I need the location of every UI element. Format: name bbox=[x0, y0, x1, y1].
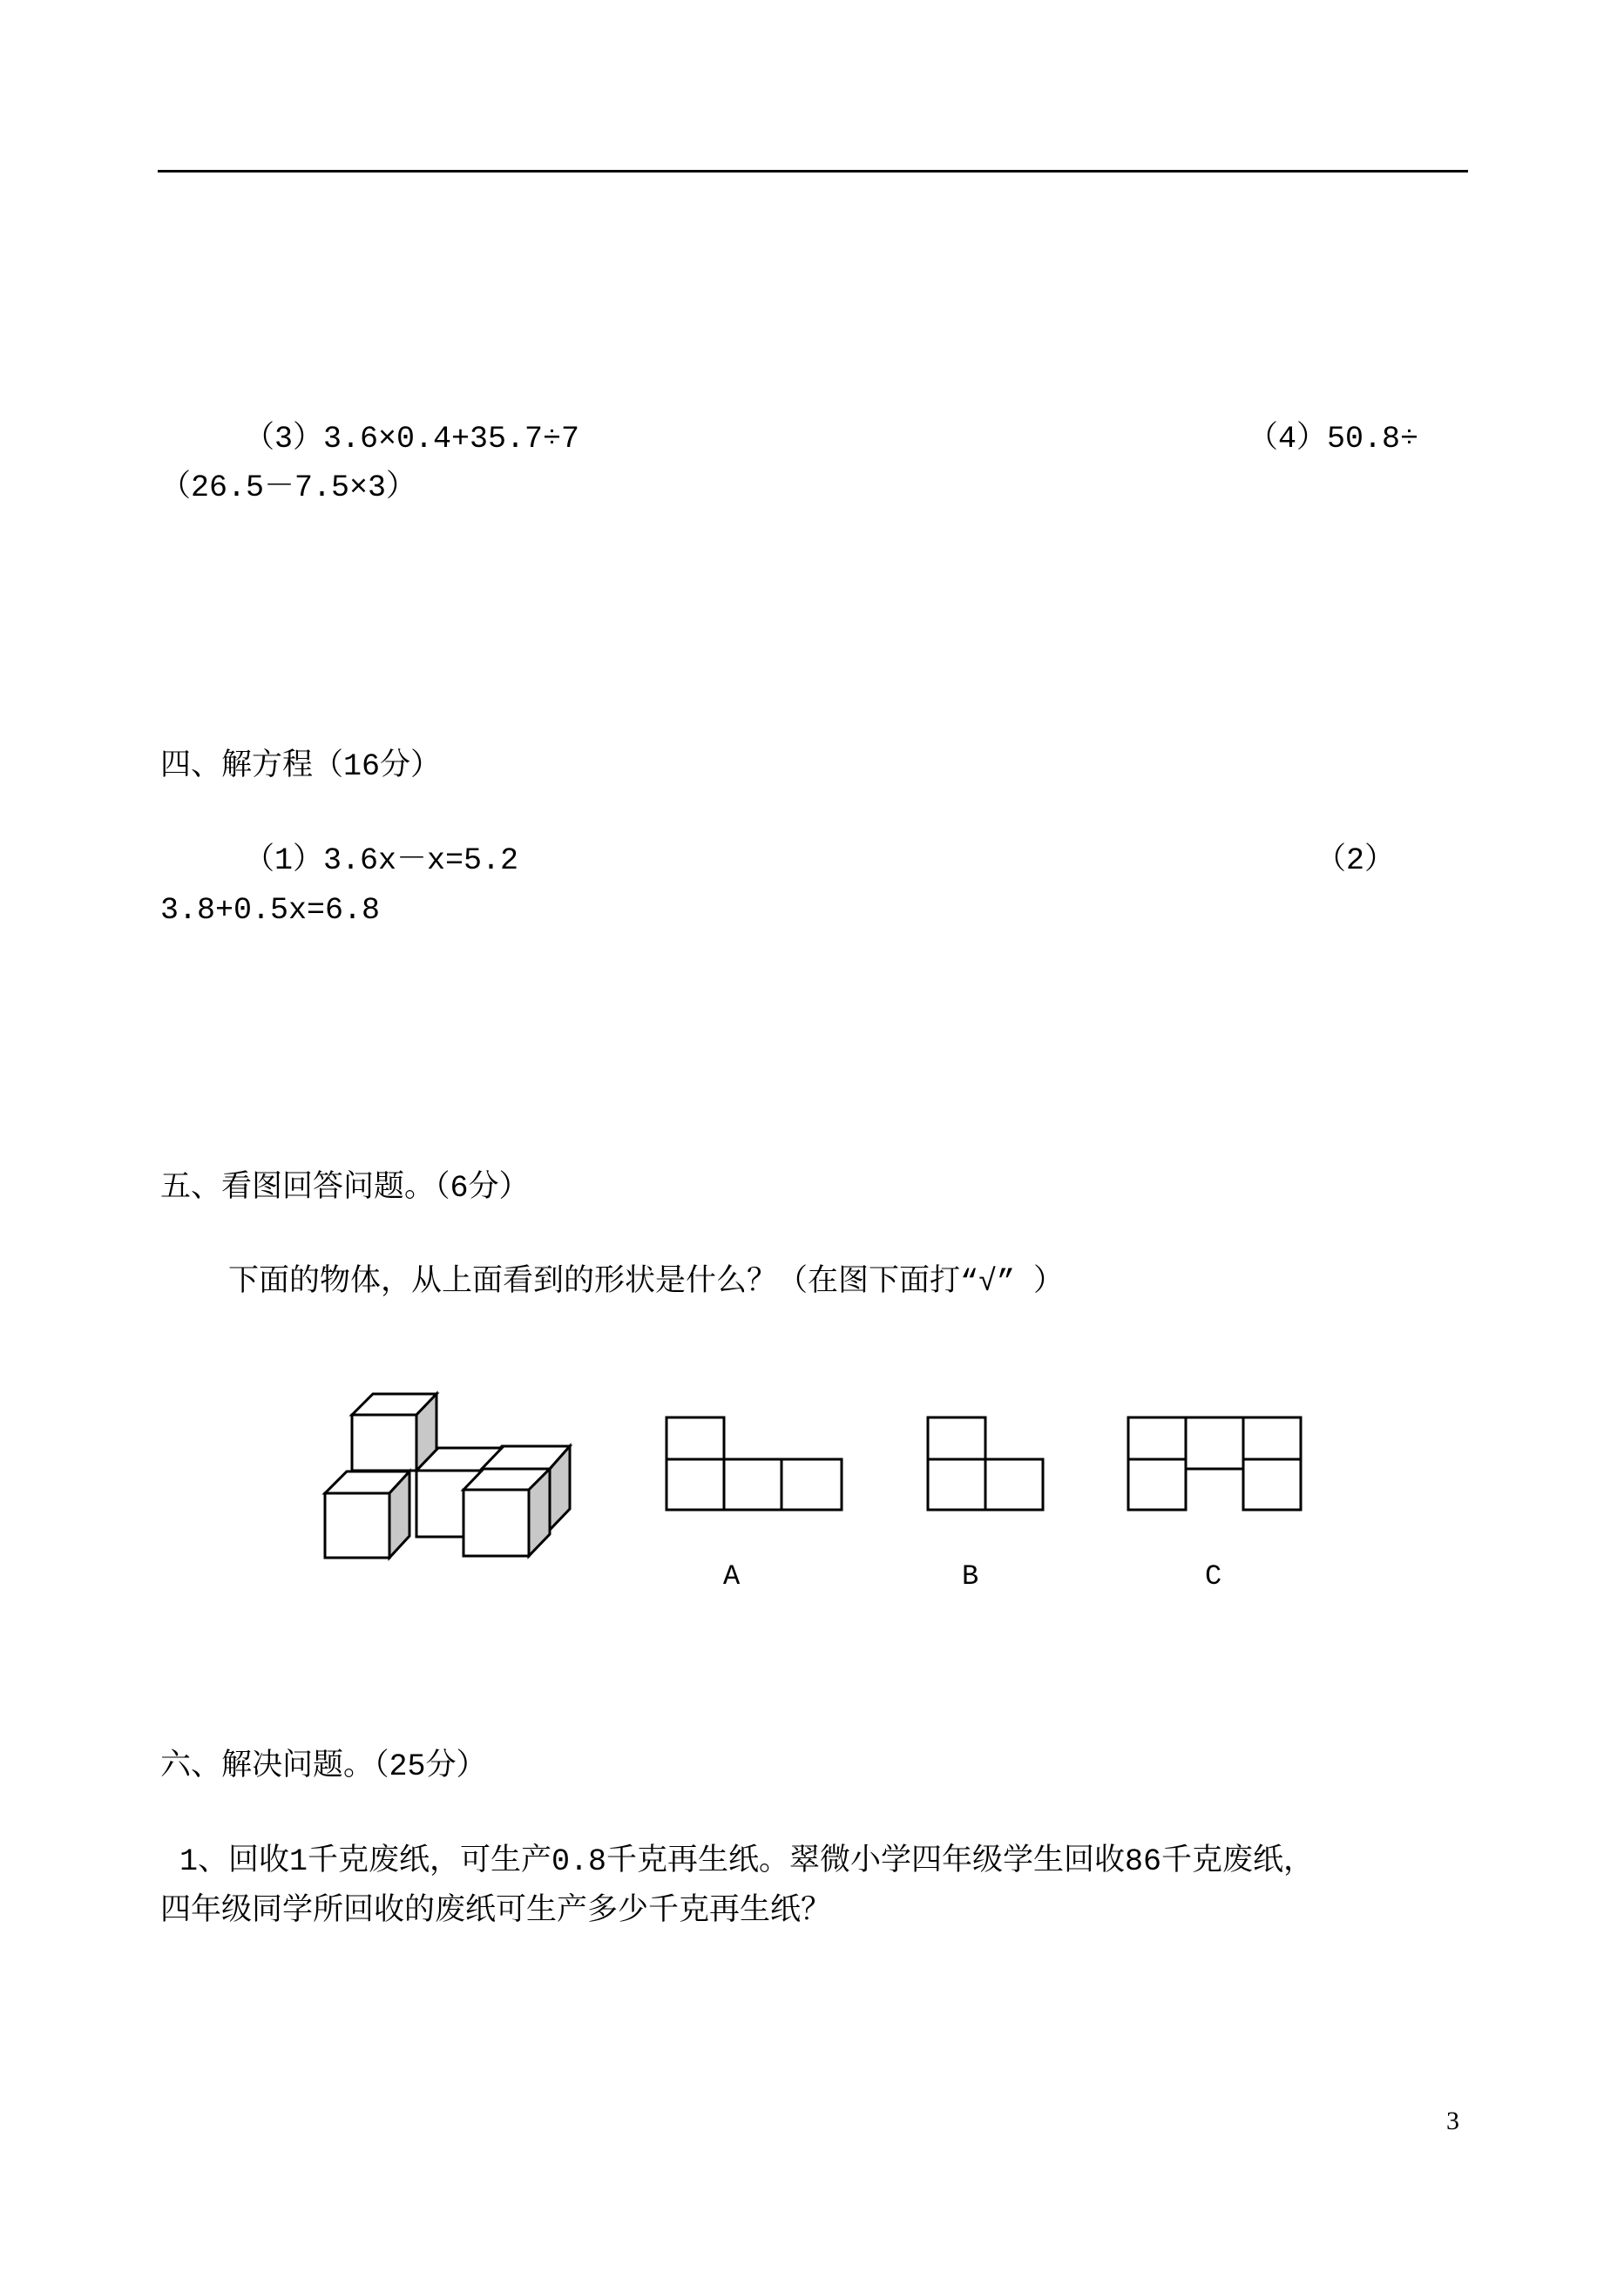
cube-stack-drawing bbox=[325, 1394, 570, 1558]
equation-1: （1）3.6x－x=5.2 bbox=[244, 843, 519, 878]
option-a-shape bbox=[667, 1417, 842, 1510]
problem-1-line-2: 四年级同学所回收的废纸可生产多少千克再生纸？ bbox=[160, 1894, 832, 1929]
equation-2-label: （2） bbox=[1316, 843, 1396, 878]
option-b-shape bbox=[928, 1417, 1043, 1510]
section-6-title: 六、解决问题。（25分） bbox=[160, 1749, 487, 1784]
problem-3: （3）3.6×0.4+35.7÷7 bbox=[244, 422, 580, 457]
option-c-shape bbox=[1128, 1417, 1301, 1510]
problem-1-line-1: 1、回收1千克废纸，可生产0.8千克再生纸。翠微小学四年级学生回收86千克废纸， bbox=[179, 1844, 1315, 1879]
problem-4-end: （26.5－7.5×3） bbox=[160, 470, 417, 505]
problem-4-start: （4）50.8÷ bbox=[1248, 422, 1419, 457]
option-c-label: C bbox=[1205, 1560, 1222, 1593]
equation-2: 3.8+0.5x=6.8 bbox=[160, 893, 381, 928]
section-5-prompt: 下面的物体，从上面看到的形状是什么？（在图下面打“√” ） bbox=[228, 1265, 1065, 1300]
option-b-label: B bbox=[962, 1560, 979, 1593]
section-5-title: 五、看图回答问题。（6分） bbox=[160, 1171, 530, 1206]
page-number: 3 bbox=[1446, 2107, 1459, 2135]
option-a-label: A bbox=[723, 1560, 741, 1593]
section-4-title: 四、解方程（16分） bbox=[160, 749, 442, 784]
